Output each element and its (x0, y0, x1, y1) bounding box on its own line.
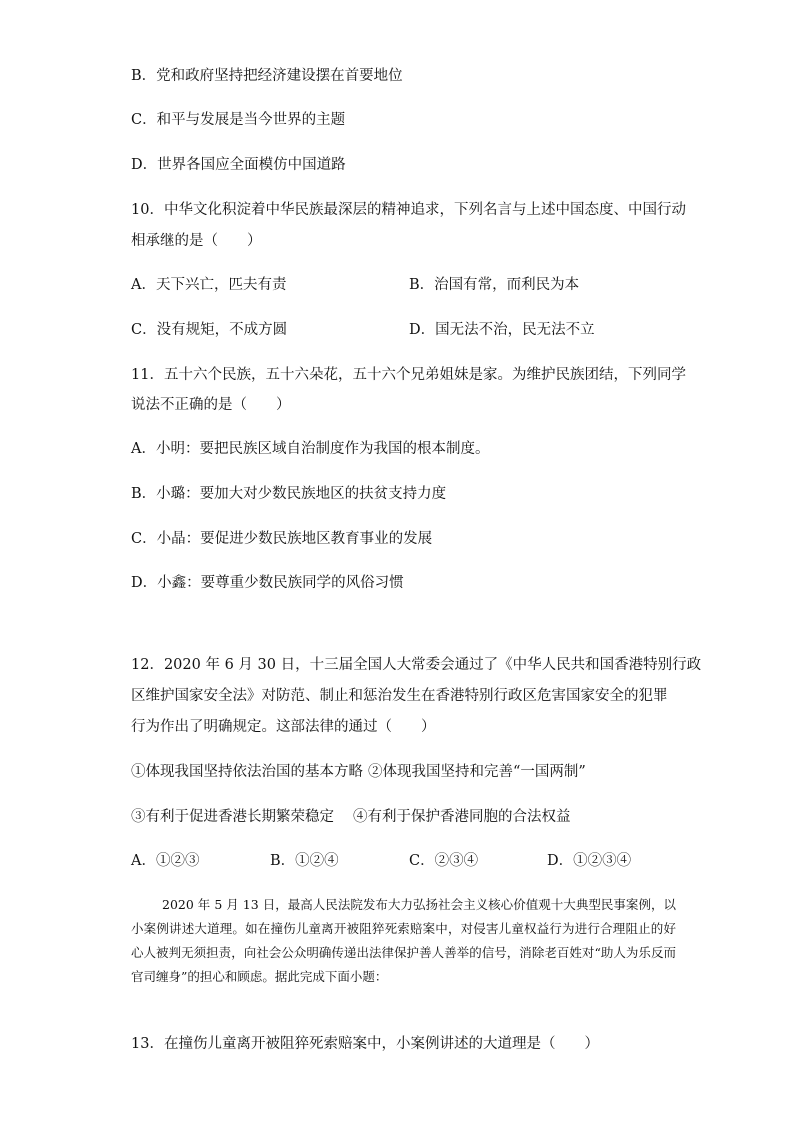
q11-option-a: A．小明：要把民族区域自治制度作为我国的根本制度。 (131, 441, 490, 457)
q11-option-d: D．小鑫：要尊重少数民族同学的风俗习惯 (131, 575, 404, 591)
q10-stem-line1: 10．中华文化积淀着中华民族最深层的精神追求，下列名言与上述中国态度、中国行动 (131, 202, 686, 218)
q12-item-1: ①体现我国坚持依法治国的基本方略 (131, 764, 363, 780)
q12-option-d: D．①②③④ (547, 853, 632, 869)
q12-option-b: B．①②④ (270, 853, 339, 869)
q11-option-b: B．小璐：要加大对少数民族地区的扶贫支持力度 (131, 486, 447, 502)
q12-item-3: ③有利于促进香港长期繁荣稳定 (131, 809, 334, 825)
q12-option-a: A．①②③ (131, 853, 200, 869)
q13-stem: 13．在撞伤儿童离开被阻猝死索赔案中，小案例讲述的大道理是（ ） (131, 1036, 599, 1052)
q10-option-d: D．国无法不治，民无法不立 (409, 322, 595, 338)
q10-option-a: A．天下兴亡，匹夫有责 (131, 277, 287, 293)
q10-stem-line2: 相承继的是（ ） (131, 233, 262, 249)
q12-option-c: C．②③④ (409, 853, 479, 869)
q9-option-d: D．世界各国应全面模仿中国道路 (131, 157, 346, 173)
q12-item-2: ②体现我国坚持和完善“一国两制” (368, 764, 586, 780)
q12-stem-line3: 行为作出了明确规定。这部法律的通过（ ） (131, 719, 436, 735)
q11-option-c: C．小晶：要促进少数民族地区教育事业的发展 (131, 531, 433, 547)
material-text: 2020 年 5 月 13 日，最高人民法院发布大力弘扬社会主义核心价值观十大典型民事案例，以小案例讲述大道理。如在撞伤儿童离开被阻猝死索赔案中，对侵害儿童权益行为进行合理阻止的好心人被判无须担责，向社会公众明确传递出法律保护善人善举的信号，消除老百姓对“助人为乐反而官司缠身”的担心和顾虑。据此完成下面小题： (131, 897, 676, 984)
q12-stem-line2: 区维护国家安全法》对防范、制止和惩治发生在香港特别行政区危害国家安全的犯罪 (131, 688, 668, 704)
q10-option-c: C．没有规矩，不成方圆 (131, 322, 288, 338)
q12-stem-line1: 12．2020 年 6 月 30 日，十三届全国人大常委会通过了《中华人民共和国香港特别行政 (131, 657, 702, 673)
q10-option-b: B．治国有常，而利民为本 (409, 277, 580, 293)
material-passage (131, 893, 676, 989)
q9-option-c: C．和平与发展是当今世界的主题 (131, 112, 346, 128)
q9-option-b: B．党和政府坚持把经济建设摆在首要地位 (131, 68, 403, 84)
q11-stem-line1: 11．五十六个民族，五十六朵花，五十六个兄弟姐妹是家。为维护民族团结，下列同学 (131, 367, 686, 383)
q12-item-4: ④有利于保护香港同胞的合法权益 (353, 809, 571, 825)
q11-stem-line2: 说法不正确的是（ ） (131, 397, 291, 413)
